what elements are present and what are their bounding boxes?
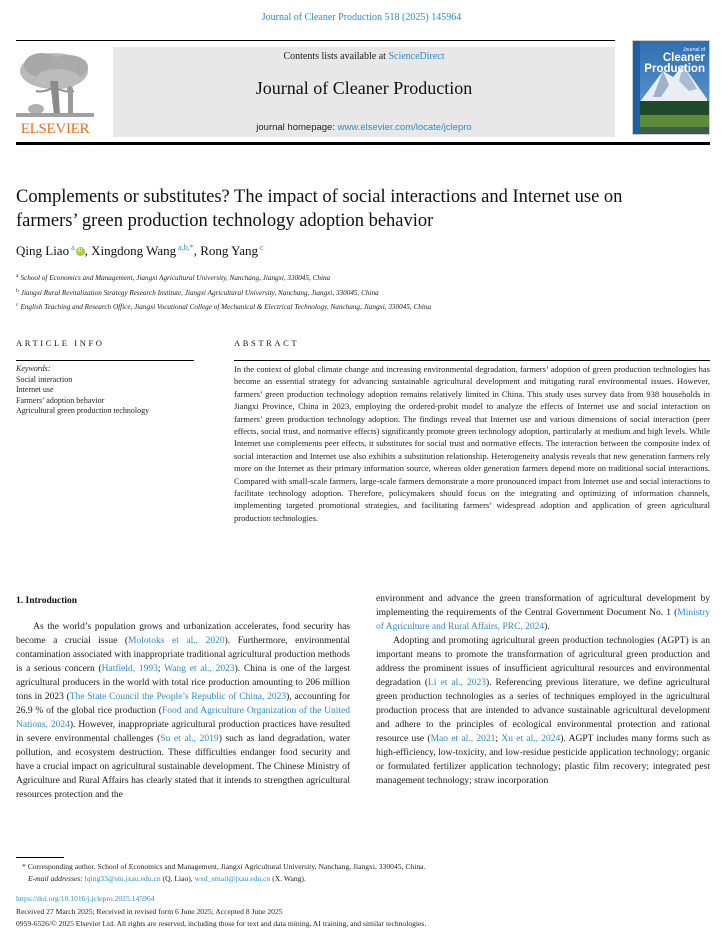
citation-link[interactable]: The State Council the People’s Republic of China, 2023 (69, 692, 287, 702)
contents-prefix: Contents lists available at (283, 51, 389, 62)
affiliation-text: School of Economics and Management, Jiangxi Agricultural University, Nanchang, Jiangxi, 330045, China (20, 274, 331, 282)
contents-line (113, 51, 615, 62)
author-affiliation-marker[interactable]: a (71, 243, 75, 252)
journal-homepage-link[interactable]: www.elsevier.com/locate/jclepro (337, 122, 472, 133)
body-text: ). Furthermore, environmental contamination associated with inappropriate traditional agricultural production methods is a serious concern ( (16, 636, 350, 674)
author-name[interactable]: Qing Liao (16, 243, 70, 258)
body-text: ). (544, 622, 550, 632)
orcid-icon[interactable]: iD (76, 247, 85, 256)
keyword-item: Social interaction (16, 374, 73, 384)
affiliation-key: b (16, 287, 19, 294)
body-text: ) such as land degradation, water pollution, and ecosystem destruction. These difficulties endanger food security and have a crucial impact on agricultural sustainable development. The Chinese Ministry of Agriculture and Rural Affairs has clearly stated that it intends to strengthen agricultural resources protection and the (16, 734, 350, 800)
affiliation-text: English Teaching and Research Office, Jiangxi Vocational College of Mechanical & Electrical Technology, Nanchang, Jiangxi, 330045, China (20, 303, 432, 311)
introduction-heading: 1. Introduction (16, 596, 78, 606)
author-name[interactable]: Rong Yang (200, 243, 259, 258)
body-text: ), accounting for 26.9 % of the global rice production ( (16, 692, 350, 716)
author-affiliation-marker[interactable]: c (260, 243, 264, 252)
keyword-item: Agricultural green production technology (16, 406, 150, 415)
header-thick-rule (16, 142, 710, 145)
email-label: E-mail addresses: (28, 874, 83, 883)
abstract-rule (234, 360, 710, 361)
corresponding-author-note: * Corresponding author. School of Economics and Management, Jiangxi Agricultural University, Nanchang, Jiangxi, 330045, China. (22, 862, 426, 871)
body-text: ). AGPT includes many forms such as high-efficiency, low-toxicity, and low-residue pesticide application technology; organic or formulated fertilizer application technology; plastic film recovery; integrated pest management technology; straw incorporation (376, 734, 710, 786)
journal-title: Journal of Cleaner Production (255, 78, 473, 98)
body-text: Adopting and promoting agricultural green production technologies (AGPT) is an important means to promote the transformation of agricultural green production and address the prominent issues of insufficient agricultural resources and environmental degradation ( (376, 636, 710, 688)
body-text: ). Referencing previous literature, we define agricultural green production technologies as a series of techniques employed in the agricultural production process that are intended to advance sustainable agricultural development and adhere to the principles of ecological environmental protection and rational resource use ( (376, 678, 711, 744)
article-metadata-footer (16, 893, 716, 931)
citation-link[interactable]: Ministry of Agriculture and Rural Affairs, PRC, 2024 (376, 608, 710, 632)
affiliation-text: Jiangxi Rural Revitalization Strategy Research Institute, Jiangxi Agricultural University, Nanchang, Jiangxi, 330045, China (20, 288, 379, 297)
homepage-prefix: journal homepage: (256, 122, 338, 133)
affiliation-key: c (16, 302, 19, 308)
citation-link[interactable]: Wang et al., 2023 (164, 664, 235, 674)
intro-paragraph-1-continued (376, 592, 710, 634)
author-affiliation-marker[interactable]: a,b,* (178, 243, 194, 252)
email-line (22, 873, 712, 885)
body-text: ). China is one of the largest agricultural producers in the world with total rice production amounting to 206 million tons in 2023 ( (16, 664, 350, 702)
citation-link[interactable]: Su et al., 2019 (160, 734, 219, 744)
citation-link[interactable]: Molotoks et al., 2020 (128, 636, 225, 646)
email-link[interactable]: wxd_email@jxau.edu.cn (194, 874, 271, 883)
affiliation-key: a (16, 273, 19, 279)
article-info-heading: ARTICLE INFO (16, 338, 105, 348)
email-owner: (Q. Liao), (160, 874, 195, 883)
journal-masthead (113, 47, 615, 137)
author-separator: , (193, 243, 201, 258)
elsevier-wordmark: ELSEVIER (20, 121, 90, 137)
citation-link[interactable]: Xu et al., 2024 (501, 734, 561, 744)
doi-link[interactable]: https://doi.org/10.1016/j.jclepro.2025.145964 (16, 894, 155, 903)
abstract-text: In the context of global climate change and increasing environmental degradation, farmers’ adoption of green production technologies has become an essential strategy for advancing sustainable agricultural development and mitigating rural environmental issues. However, farmers’ green production technology adoption remains relatively limited in China. This study uses survey data from 938 households in Jiangxi Province, China in 2023, employing the ordered-probit model to analyze the effects of Internet use and social interaction on farmers’ green production technology adoption. The findings reveal that Internet use and various dimensions of social interaction (peer effects, social trust, and normative effects) significantly promote green technology adoption, particularly at medium and high levels. While Internet use complements peer effects, it substitutes for social trust and normative effects. The interaction between the composite index of social interaction and Internet use also exhibits a substitution relationship. Heterogeneity analysis reveals that new generation farmers rely more on the Internet as their primary information source, whereas older generation farmers depend more on traditional social interactions. Compared with small-scale farmers, large-scale farmers demonstrate a more pronounced impact from Internet use and social interactions to facilitate technology adoption. Therefore, policymakers should focus on the integrating and optimizing of information channels, implementing targeted promotional strategies, and facilitating farmers’ widespread adoption and application of green agricultural production technologies. (234, 364, 710, 523)
top-rule (16, 40, 615, 41)
copyright-line: 0959-6526/© 2025 Elsevier Ltd. All rights are reserved, including those for text and data mining, AI training, and similar technologies. (16, 919, 427, 928)
keyword-item: Internet use (16, 385, 54, 394)
body-text: ). However, inappropriate agricultural production practices have resulted in severe environmental challenges ( (16, 720, 350, 744)
journal-cover-thumbnail[interactable] (632, 40, 710, 135)
affiliation-item (16, 299, 706, 314)
body-column-left (16, 620, 350, 802)
abstract-heading: ABSTRACT (234, 338, 300, 348)
cover-title-line1: Cleaner (662, 52, 705, 64)
citation-link[interactable]: Food and Agriculture Organization of the United Nations, 2024 (16, 706, 350, 730)
article-title: Complements or substitutes? The impact of social interactions and Internet use on farmers’ green production technology adoption behavior (16, 187, 623, 231)
body-text: As the world’s population grows and urbanization accelerates, food security has become a crucial issue ( (16, 622, 350, 646)
article-history: Received 27 March 2025; Received in revised form 6 June 2025; Accepted 8 June 2025 (16, 906, 283, 916)
keywords-block (16, 364, 206, 417)
author-separator: , (84, 243, 92, 258)
running-head-citation[interactable]: Journal of Cleaner Production 518 (2025) 145964 (261, 12, 462, 23)
citation-link[interactable]: Mao et al., 2021 (430, 734, 496, 744)
author-name[interactable]: Xingdong Wang (91, 243, 177, 258)
citation-link[interactable]: Hatfield, 1993 (101, 664, 158, 674)
body-text: ; (157, 664, 165, 674)
intro-paragraph-1 (16, 620, 350, 802)
citation-link[interactable]: Li et al., 2023 (428, 678, 486, 688)
intro-paragraph-2 (376, 634, 710, 788)
cover-title-line2: Production (644, 63, 705, 75)
keyword-item: Farmers’ adoption behavior (16, 395, 105, 405)
article-info-rule (16, 360, 194, 361)
cover-title-small: Journal of (683, 47, 705, 53)
affiliation-item (16, 270, 706, 285)
author-list (16, 243, 264, 259)
body-column-right (376, 592, 710, 788)
body-text: ; (495, 734, 502, 744)
affiliation-list (16, 270, 706, 314)
footnote-rule (16, 857, 64, 858)
tree-icon (14, 47, 96, 119)
sciencedirect-link[interactable]: ScienceDirect (388, 51, 445, 62)
email-owner: (X. Wang). (270, 874, 306, 883)
email-link[interactable]: lqing33@stu.jxau.edu.cn (84, 874, 161, 883)
cover-title (644, 47, 705, 75)
homepage-line (113, 122, 615, 133)
footnotes (22, 861, 712, 885)
body-text: environment and advance the green transformation of agricultural development by implementing the requirements of the Central Government Document No. 1 ( (376, 594, 710, 618)
keywords-label: Keywords: (16, 364, 51, 373)
affiliation-item (16, 285, 706, 300)
